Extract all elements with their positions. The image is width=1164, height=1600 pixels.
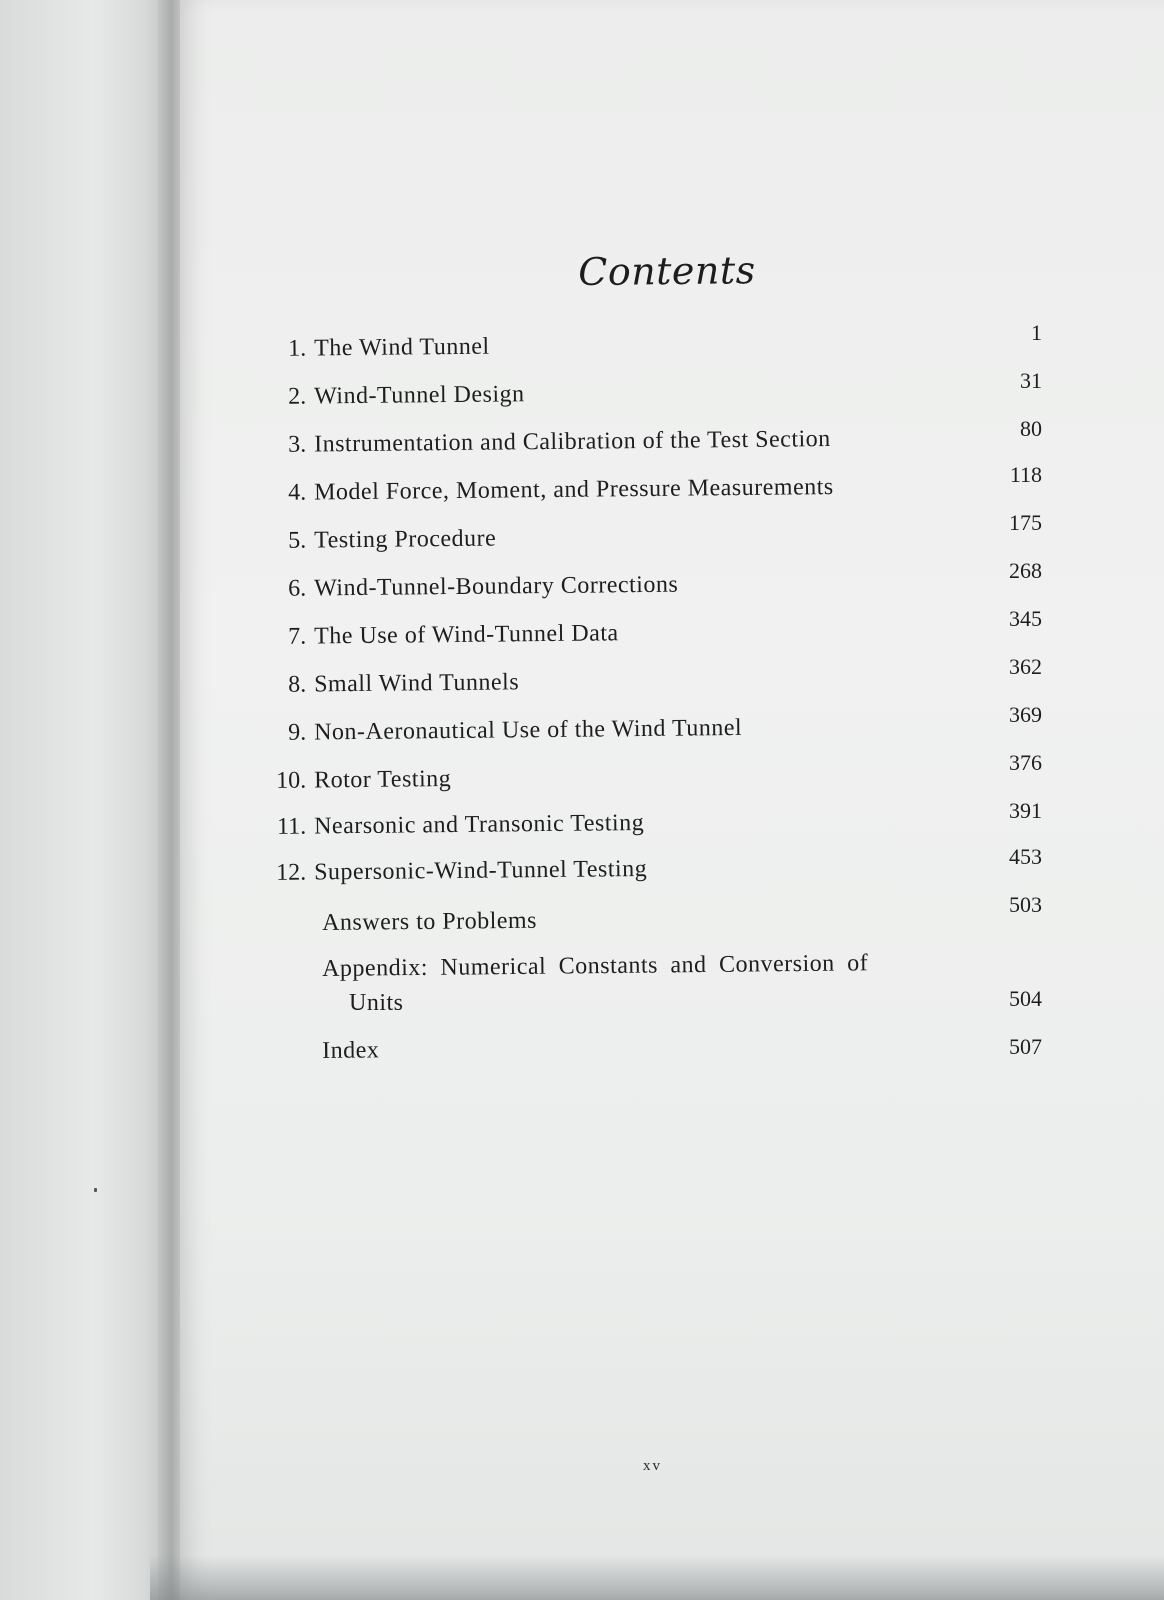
page-folio: xv	[643, 1458, 662, 1474]
toc-entry-page: 345	[1009, 606, 1042, 631]
toc-entry-number: 1.	[287, 335, 307, 362]
toc-entry-10[interactable]	[262, 766, 451, 795]
toc-entry-12[interactable]	[262, 856, 647, 887]
page-edge-shadow	[150, 1555, 1164, 1600]
toc-entry-6[interactable]	[262, 572, 678, 603]
toc-entry-page: 376	[1009, 750, 1042, 775]
toc-entry-3[interactable]	[262, 426, 831, 459]
toc-entry-page: 504	[1009, 986, 1042, 1011]
toc-entry-title: Index	[322, 1037, 380, 1064]
toc-entry-number: 6.	[287, 575, 307, 602]
toc-entry-title: Rotor Testing	[313, 766, 452, 794]
toc-entry-8[interactable]	[262, 669, 519, 699]
toc-entry-title: Wind-Tunnel Design	[313, 381, 525, 410]
toc-entry-page: 362	[1009, 654, 1042, 679]
toc-entry-title: Supersonic-Wind-Tunnel Testing	[313, 855, 648, 886]
toc-entry-appendix[interactable]	[322, 950, 868, 983]
toc-entry-page: 1	[1031, 320, 1042, 345]
toc-entry-page: 80	[1020, 416, 1042, 441]
toc-entry-7[interactable]	[262, 620, 619, 651]
toc-entry-title: Instrumentation and Calibration of the Test Section	[313, 426, 831, 458]
toc-entry-number: 7.	[287, 623, 307, 650]
toc-entry-page: 369	[1009, 702, 1042, 727]
toc-entry-index[interactable]	[322, 1037, 379, 1065]
toc-entry-4[interactable]	[262, 474, 834, 507]
toc-entry-number: 5.	[287, 527, 307, 554]
toc-entry-title: Appendix: Numerical Constants and Conversion of	[322, 950, 869, 982]
toc-entry-page: 391	[1009, 798, 1042, 823]
toc-entry-page: 268	[1009, 558, 1042, 583]
toc-entry-title: Testing Procedure	[313, 525, 497, 554]
toc-entry-title: Small Wind Tunnels	[313, 669, 520, 698]
toc-entry-number: 8.	[287, 671, 307, 698]
toc-entry-page: 507	[1009, 1034, 1042, 1059]
toc-entry-2[interactable]	[262, 381, 525, 411]
toc-entry-page: 503	[1009, 892, 1042, 917]
toc-entry-number: 10.	[275, 767, 307, 794]
toc-entry-title: Nearsonic and Transonic Testing	[313, 809, 645, 840]
toc-entry-5[interactable]	[262, 526, 496, 555]
toc-entry-title-continued: Units	[349, 990, 404, 1016]
toc-entry-title: The Use of Wind-Tunnel Data	[313, 620, 619, 650]
toc-entry-answers[interactable]	[322, 908, 537, 937]
toc-entry-title: Wind-Tunnel-Boundary Corrections	[313, 571, 679, 602]
toc-entry-title: Answers to Problems	[322, 907, 538, 936]
toc-entry-number: 11.	[276, 813, 307, 840]
toc-entry-page: 175	[1009, 510, 1042, 535]
toc-entry-title: Model Force, Moment, and Pressure Measurements	[313, 474, 834, 506]
toc-entry-number: 9.	[287, 719, 307, 746]
toc-entry-number: 3.	[287, 431, 307, 458]
page-title: Contents	[578, 248, 756, 294]
toc-entry-title: Non-Aeronautical Use of the Wind Tunnel	[313, 714, 743, 746]
toc-entry-11[interactable]	[262, 810, 644, 841]
toc-entry-page: 31	[1020, 368, 1042, 393]
toc-entry-9[interactable]	[262, 715, 742, 747]
toc-entry-number: 12.	[275, 859, 307, 886]
toc-entry-1[interactable]	[262, 334, 490, 363]
toc-entry-number: 4.	[287, 479, 307, 506]
toc-entry-page: 453	[1009, 844, 1042, 869]
toc-entry-page: 118	[1009, 462, 1042, 487]
toc-entry-number: 2.	[287, 383, 307, 410]
toc-entry-title: The Wind Tunnel	[313, 333, 490, 362]
